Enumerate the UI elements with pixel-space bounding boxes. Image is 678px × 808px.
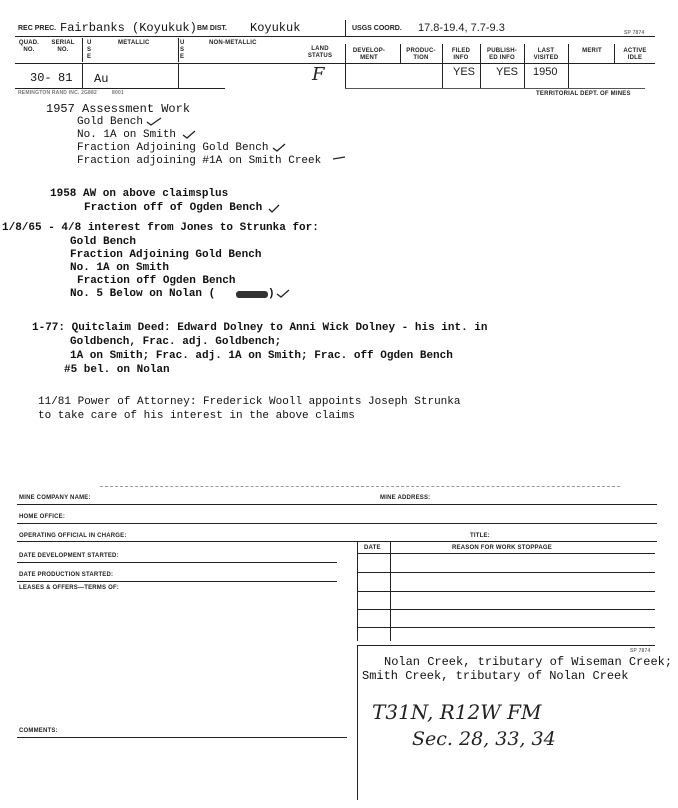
- col-merit: MERIT: [582, 48, 602, 54]
- entry-1977-item: #5 bel. on Nolan: [64, 364, 170, 376]
- home-office-label: HOME OFFICE:: [19, 514, 66, 520]
- entry-1957-heading: 1957 Assessment Work: [46, 102, 191, 116]
- entry-1958-item: Fraction off of Ogden Bench: [84, 202, 263, 214]
- entry-1965-item: No. 1A on Smith: [70, 262, 170, 274]
- reason-column-header: REASON FOR WORK STOPPAGE: [452, 545, 552, 551]
- usgs-coord-label: USGS COORD.: [352, 25, 402, 32]
- entry-1957-item: No. 1A on Smith: [77, 129, 177, 141]
- printer-code-2: 8001: [112, 90, 124, 96]
- col-development: DEVELOP-MENT: [352, 48, 386, 61]
- col-quad-no: QUAD. NO.: [18, 40, 40, 53]
- dash-mark-icon: [332, 154, 346, 162]
- printer-code-1: 882: [88, 90, 97, 96]
- corner-code: SP 7874: [624, 30, 645, 36]
- comments-label: COMMENTS:: [19, 728, 58, 734]
- entry-1981-heading: 11/81 Power of Attorney: Frederick Wooll appoints Joseph Strunka: [38, 396, 461, 408]
- col-filed-info: FILED INFO: [451, 48, 471, 61]
- close-paren: ): [268, 288, 275, 300]
- col-use-1: U S E: [87, 40, 92, 60]
- col-use-2: U S E: [180, 40, 185, 60]
- mine-address-label: MINE ADDRESS:: [380, 495, 431, 501]
- col-serial-no: SERIAL NO.: [51, 40, 75, 53]
- date-column-header: DATE: [364, 545, 381, 551]
- bm-dist-value: Koyukuk: [250, 21, 301, 35]
- last-visited-value: 1950: [533, 66, 558, 78]
- entry-1957-item: Fraction Adjoining Gold Bench: [77, 142, 269, 154]
- entry-1981-item: to take care of his interest in the above claims: [38, 410, 355, 422]
- serial-value: 81: [58, 71, 73, 85]
- entry-1965-item: Fraction off Ogden Bench: [77, 275, 236, 287]
- col-land-status: LAND STATUS: [307, 46, 333, 59]
- entry-1977-heading: 1-77: Quitclaim Deed: Edward Dolney to Anni Wick Dolney - his int. in: [32, 322, 488, 334]
- land-status-value: F: [312, 64, 325, 85]
- check-mark-icon: [268, 203, 280, 213]
- col-production: PRODUC-TION: [406, 48, 436, 61]
- entry-1977-item: Goldbench, Frac. adj. Goldbench;: [70, 336, 282, 348]
- check-mark-icon: [272, 142, 286, 152]
- bm-dist-label: BM DIST.: [197, 25, 227, 32]
- rec-prec-label: REC PREC.: [18, 25, 57, 32]
- entry-1957-item: Gold Bench: [77, 116, 144, 128]
- rec-prec-value: Fairbanks (Koyukuk): [60, 21, 197, 35]
- entry-1965-item: Gold Bench: [70, 236, 137, 248]
- quad-value: 30-: [30, 71, 52, 85]
- small-form-code: SP 7874: [630, 648, 651, 654]
- entry-1958-heading: 1958 AW on above claimsplus: [50, 188, 229, 200]
- redaction-mark: [236, 291, 268, 298]
- check-mark-icon: [146, 116, 162, 126]
- published-info-value: YES: [496, 66, 519, 78]
- col-published-info: PUBLISH-ED INFO: [487, 48, 517, 61]
- department-label: TERRITORIAL DEPT. OF MINES: [536, 91, 631, 97]
- handwritten-sections: Sec. 28, 33, 34: [412, 728, 556, 750]
- entry-1965-heading: 1/8/65 - 4/8 interest from Jones to Strunka for:: [2, 222, 319, 234]
- mine-company-label: MINE COMPANY NAME:: [19, 495, 91, 501]
- printer-line: REMINGTON RAND INC. 2G: [18, 90, 89, 96]
- entry-1965-item: Fraction Adjoining Gold Bench: [70, 249, 262, 261]
- leases-label: LEASES & OFFERS—TERMS OF:: [19, 585, 120, 591]
- entry-1965-item: No. 5 Below on Nolan (: [70, 288, 216, 300]
- handwritten-township: T31N, R12W FM: [372, 700, 542, 724]
- check-mark-icon: [182, 129, 196, 139]
- check-mark-icon: [276, 288, 290, 298]
- entry-1977-item: 1A on Smith; Frac. adj. 1A on Smith; Frac. off Ogden Bench: [70, 350, 453, 362]
- usgs-coord-value: 17.8-19.4, 7.7-9.3: [418, 22, 505, 34]
- entry-1957-item: Fraction adjoining #1A on Smith Creek: [77, 155, 322, 167]
- date-prod-label: DATE PRODUCTION STARTED:: [19, 572, 114, 578]
- operating-official-label: OPERATING OFFICIAL IN CHARGE:: [19, 533, 127, 539]
- col-metallic: METALLIC: [118, 40, 150, 46]
- filed-info-value: YES: [453, 66, 476, 78]
- title-label: TITLE:: [470, 533, 490, 539]
- col-last-visited: LAST VISITED: [533, 48, 559, 61]
- metallic-value: Au: [94, 72, 109, 86]
- location-line-2: Smith Creek, tributary of Nolan Creek: [362, 669, 629, 683]
- col-active-idle: ACTIVE IDLE: [623, 48, 647, 61]
- col-non-metallic: NON-METALLIC: [209, 40, 257, 46]
- date-dev-label: DATE DEVELOPMENT STARTED:: [19, 553, 119, 559]
- location-line-1: Nolan Creek, tributary of Wiseman Creek;: [384, 655, 673, 669]
